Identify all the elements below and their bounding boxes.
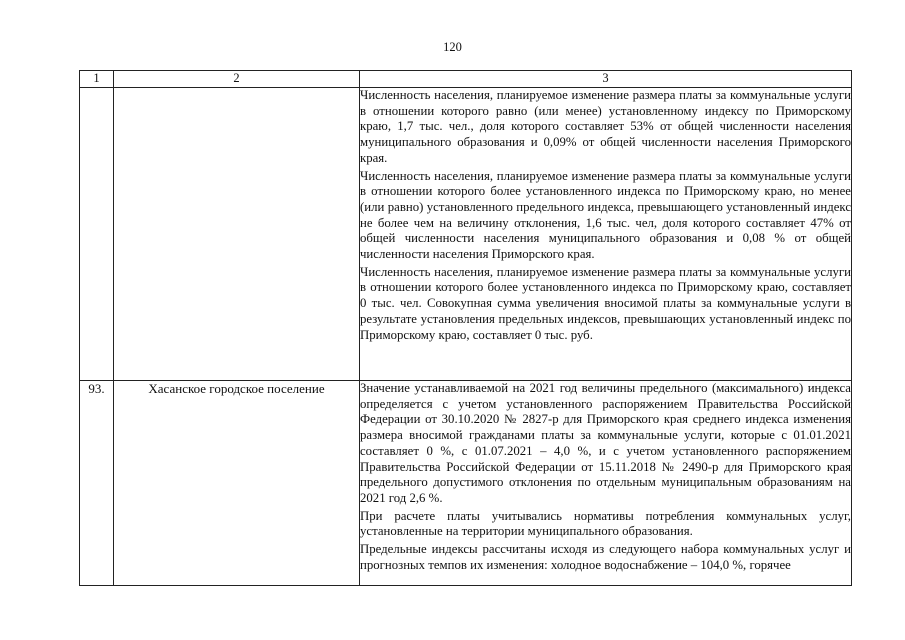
description-cell: [360, 381, 852, 586]
paragraph: Предельные индексы рассчитаны исходя из следующего набора коммунальных услуг и прогнозных темпов их изменения: холодное водоснабжение – 104,0 %, горячее: [360, 542, 851, 572]
municipality-name-cell: Хасанское городское поселение: [114, 381, 360, 586]
page-number: 120: [443, 40, 462, 54]
table-row: [80, 88, 852, 381]
column-header-2: 2: [114, 71, 360, 88]
paragraph: Численность населения, планируемое изменение размера платы за коммунальные услуги в отношении которого более установленного индекса по Приморскому краю, но менее (или равно) установленного предельного индекса, превышающего установленный индекс не более чем на величину отклонения, 1,6 тыс. чел, доля которого составляет 47% от общей численности населения муниципального образования и 0,08 % от общей численности населения Приморского края.: [360, 168, 851, 262]
data-table: [79, 70, 852, 586]
column-header-1: 1: [80, 71, 114, 88]
column-header-3: 3: [360, 71, 852, 88]
table-header-row: [80, 71, 852, 88]
paragraph: Значение устанавливаемой на 2021 год величины предельного (максимального) индекса определяется с учетом установленного распоряжением Правительства Российской Федерации от 30.10.2020 № 2827-р для Приморского края среднего индекса изменения размера вносимой гражданами платы за коммунальные услуги, которые с 01.01.2021 составляет 0 %, с 01.07.2021 – 4,0 %, и с учетом установленного распоряжением Правительства Российской Федерации от 15.11.2018 № 2490-р для Приморского края предельного допустимого отклонения по отдельным муниципальным образованиям на 2021 год 2,6 %.: [360, 381, 851, 505]
row-number-cell: [80, 88, 114, 381]
municipality-name-cell: [114, 88, 360, 381]
table-row: [80, 381, 852, 586]
row-number-cell: 93.: [80, 381, 114, 586]
description-cell: [360, 88, 852, 381]
paragraph: Численность населения, планируемое изменение размера платы за коммунальные услуги в отношении которого равно (или менее) установленному индексу по Приморскому краю, 1,7 тыс. чел., доля которого составляет 53% от общей численности населения муниципального образования и 0,09% от общей численности населения Приморского края.: [360, 88, 851, 165]
paragraph: При расчете платы учитывались нормативы потребления коммунальных услуг, установленные на территории муниципального образования.: [360, 508, 851, 539]
paragraph: Численность населения, планируемое изменение размера платы за коммунальные услуги в отношении которого более установленного индекса по Приморскому краю, составляет 0 тыс. чел. Совокупная сумма увеличения вносимой платы за коммунальные услуги в результате установления предельных индексов, превышающих установленный индекс по Приморскому краю, составляет 0 тыс. руб.: [360, 264, 851, 342]
